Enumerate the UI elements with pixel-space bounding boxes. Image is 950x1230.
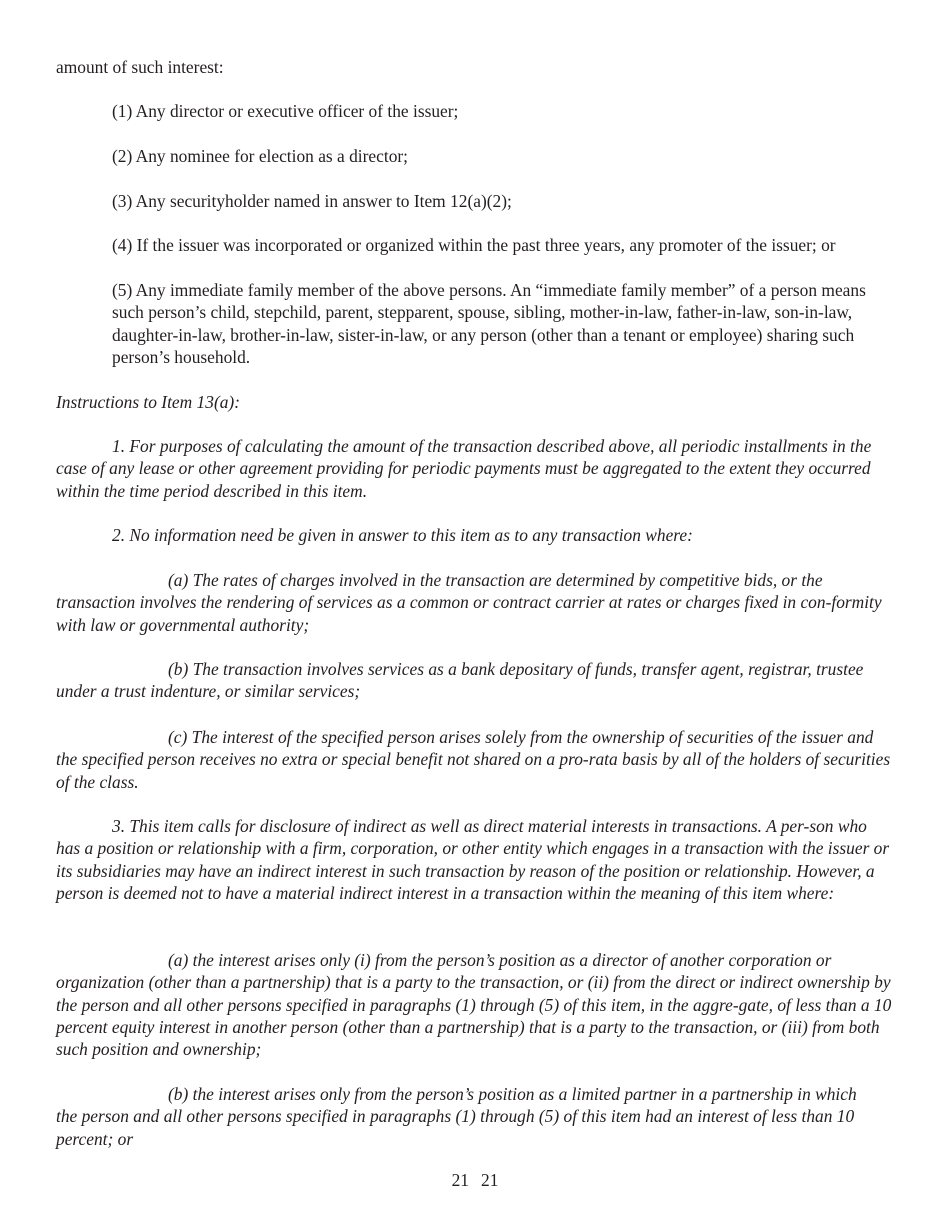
instruction-3: 3. This item calls for disclosure of indirect as well as direct material interests in transactions. A per-son who has a position or relationship with a firm, corporation, or other entity which engages in a transaction with the issuer or its subsidiaries may have an indirect interest in such transaction by reason of the position or relationship. However, a person is deemed not to have a material indirect interest in a transaction within the meaning of this item where: <box>56 816 890 903</box>
instruction-2a: (a) The rates of charges involved in the transaction are determined by competitive bids, or the transaction involves the rendering of services as a common or contract carrier at rates or charges fixed in con-formity with law or governmental authority; <box>56 570 882 635</box>
list-item-1: (1) Any director or executive officer of the issuer; <box>112 101 459 121</box>
instruction-2b: (b) The transaction involves services as a bank depositary of funds, transfer agent, registrar, trustee under a trust indenture, or similar services; <box>56 659 864 702</box>
instructions-heading: Instructions to Item 13(a): <box>56 392 241 412</box>
instruction-2: 2. No information need be given in answer to this item as to any transaction where: <box>112 525 693 545</box>
instruction-3b: (b) the interest arises only from the person’s position as a limited partner in a partnership in which the person and all other persons specified in paragraphs (1) through (5) of this item had an interest of less than 10 percent; or <box>56 1084 857 1149</box>
instruction-3a: (a) the interest arises only (i) from the person’s position as a director of another corporation or organization (other than a partnership) that is a party to the transaction, or (ii) from the direct or indirect ownership by the person and all other persons specified in paragraphs (1) through (5) of this item, in the aggre-gate, of less than a 10 percent equity interest in another person (other than a partnership) that is a party to the transaction, or (iii) from both such position and ownership; <box>56 950 892 1060</box>
list-item-4: (4) If the issuer was incorporated or organized within the past three years, any promoter of the issuer; or <box>112 235 836 255</box>
page-number-a: 21 <box>451 1170 469 1190</box>
instruction-2c: (c) The interest of the specified person arises solely from the ownership of securities of the issuer and the specified person receives no extra or special benefit not shared on a pro-rata basis by all of the holders of securities of the class. <box>56 727 891 792</box>
list-item-3: (3) Any securityholder named in answer to Item 12(a)(2); <box>112 191 512 211</box>
list-item-5: (5) Any immediate family member of the above persons. An “immediate family member” of a person means such person’s child, stepchild, parent, stepparent, spouse, sibling, mother-in-law, father-in-law, son-in-law, daughter-in-law, brother-in-law, sister-in-law, or any person (other than a tenant or employee) sharing such person’s household. <box>112 280 866 367</box>
page-number <box>0 1169 950 1191</box>
intro-text: amount of such interest: <box>56 57 224 77</box>
list-item-2: (2) Any nominee for election as a director; <box>112 146 409 166</box>
page-number-b: 21 <box>481 1170 499 1190</box>
instruction-1: 1. For purposes of calculating the amount of the transaction described above, all periodic installments in the case of any lease or other agreement providing for periodic payments must be aggregated to the extent they occurred within the time period described in this item. <box>56 436 872 501</box>
